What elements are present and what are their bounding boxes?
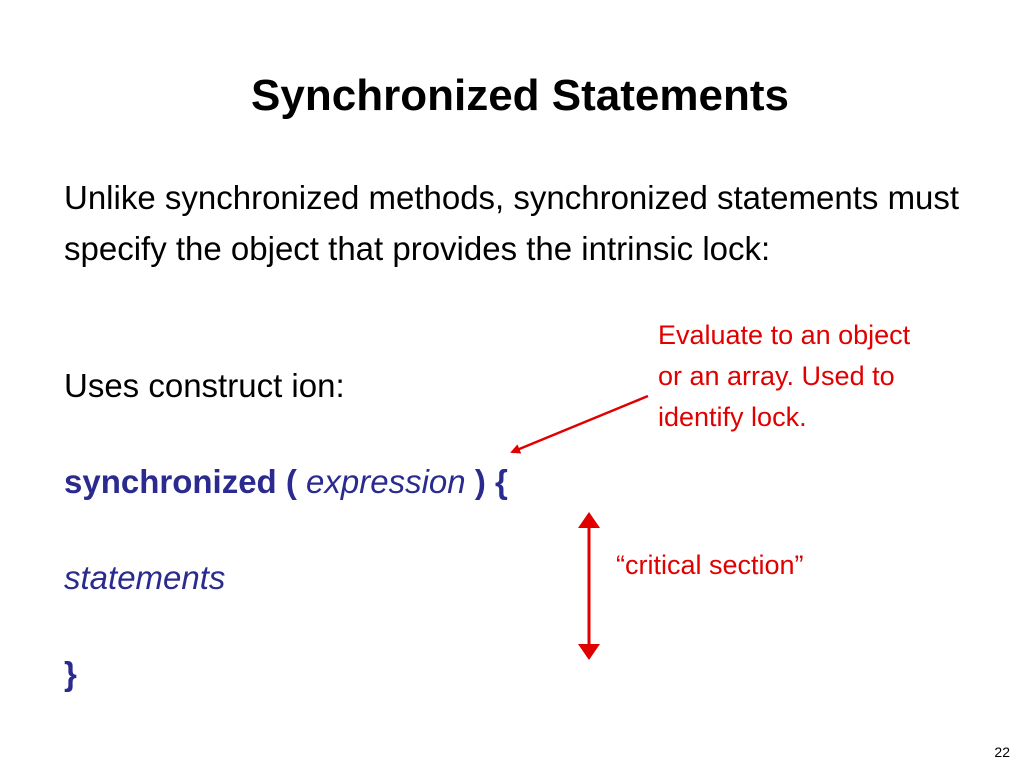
intro-paragraph: Unlike synchronized methods, synchronized statements must specify the object that provides the intrinsic lock: xyxy=(64,179,960,267)
code-open-line xyxy=(64,460,508,504)
double-headed-arrow-icon xyxy=(578,512,600,660)
code-close-brace: } xyxy=(64,655,77,692)
slide-title: Synchronized Statements xyxy=(251,71,789,120)
construct-label: Uses construct ion: xyxy=(64,367,345,404)
page-number: 22 xyxy=(994,744,1010,760)
code-statements: statements xyxy=(64,559,226,596)
code-keyword: synchronized ( xyxy=(64,463,297,500)
code-expression: expression xyxy=(306,463,466,500)
expression-annotation: Evaluate to an object or an array. Used to identify lock. xyxy=(658,320,911,432)
arrow-to-expression-icon xyxy=(512,396,648,452)
code-open-brace: ) { xyxy=(474,463,508,500)
critical-section-annotation: “critical section” xyxy=(616,550,804,580)
